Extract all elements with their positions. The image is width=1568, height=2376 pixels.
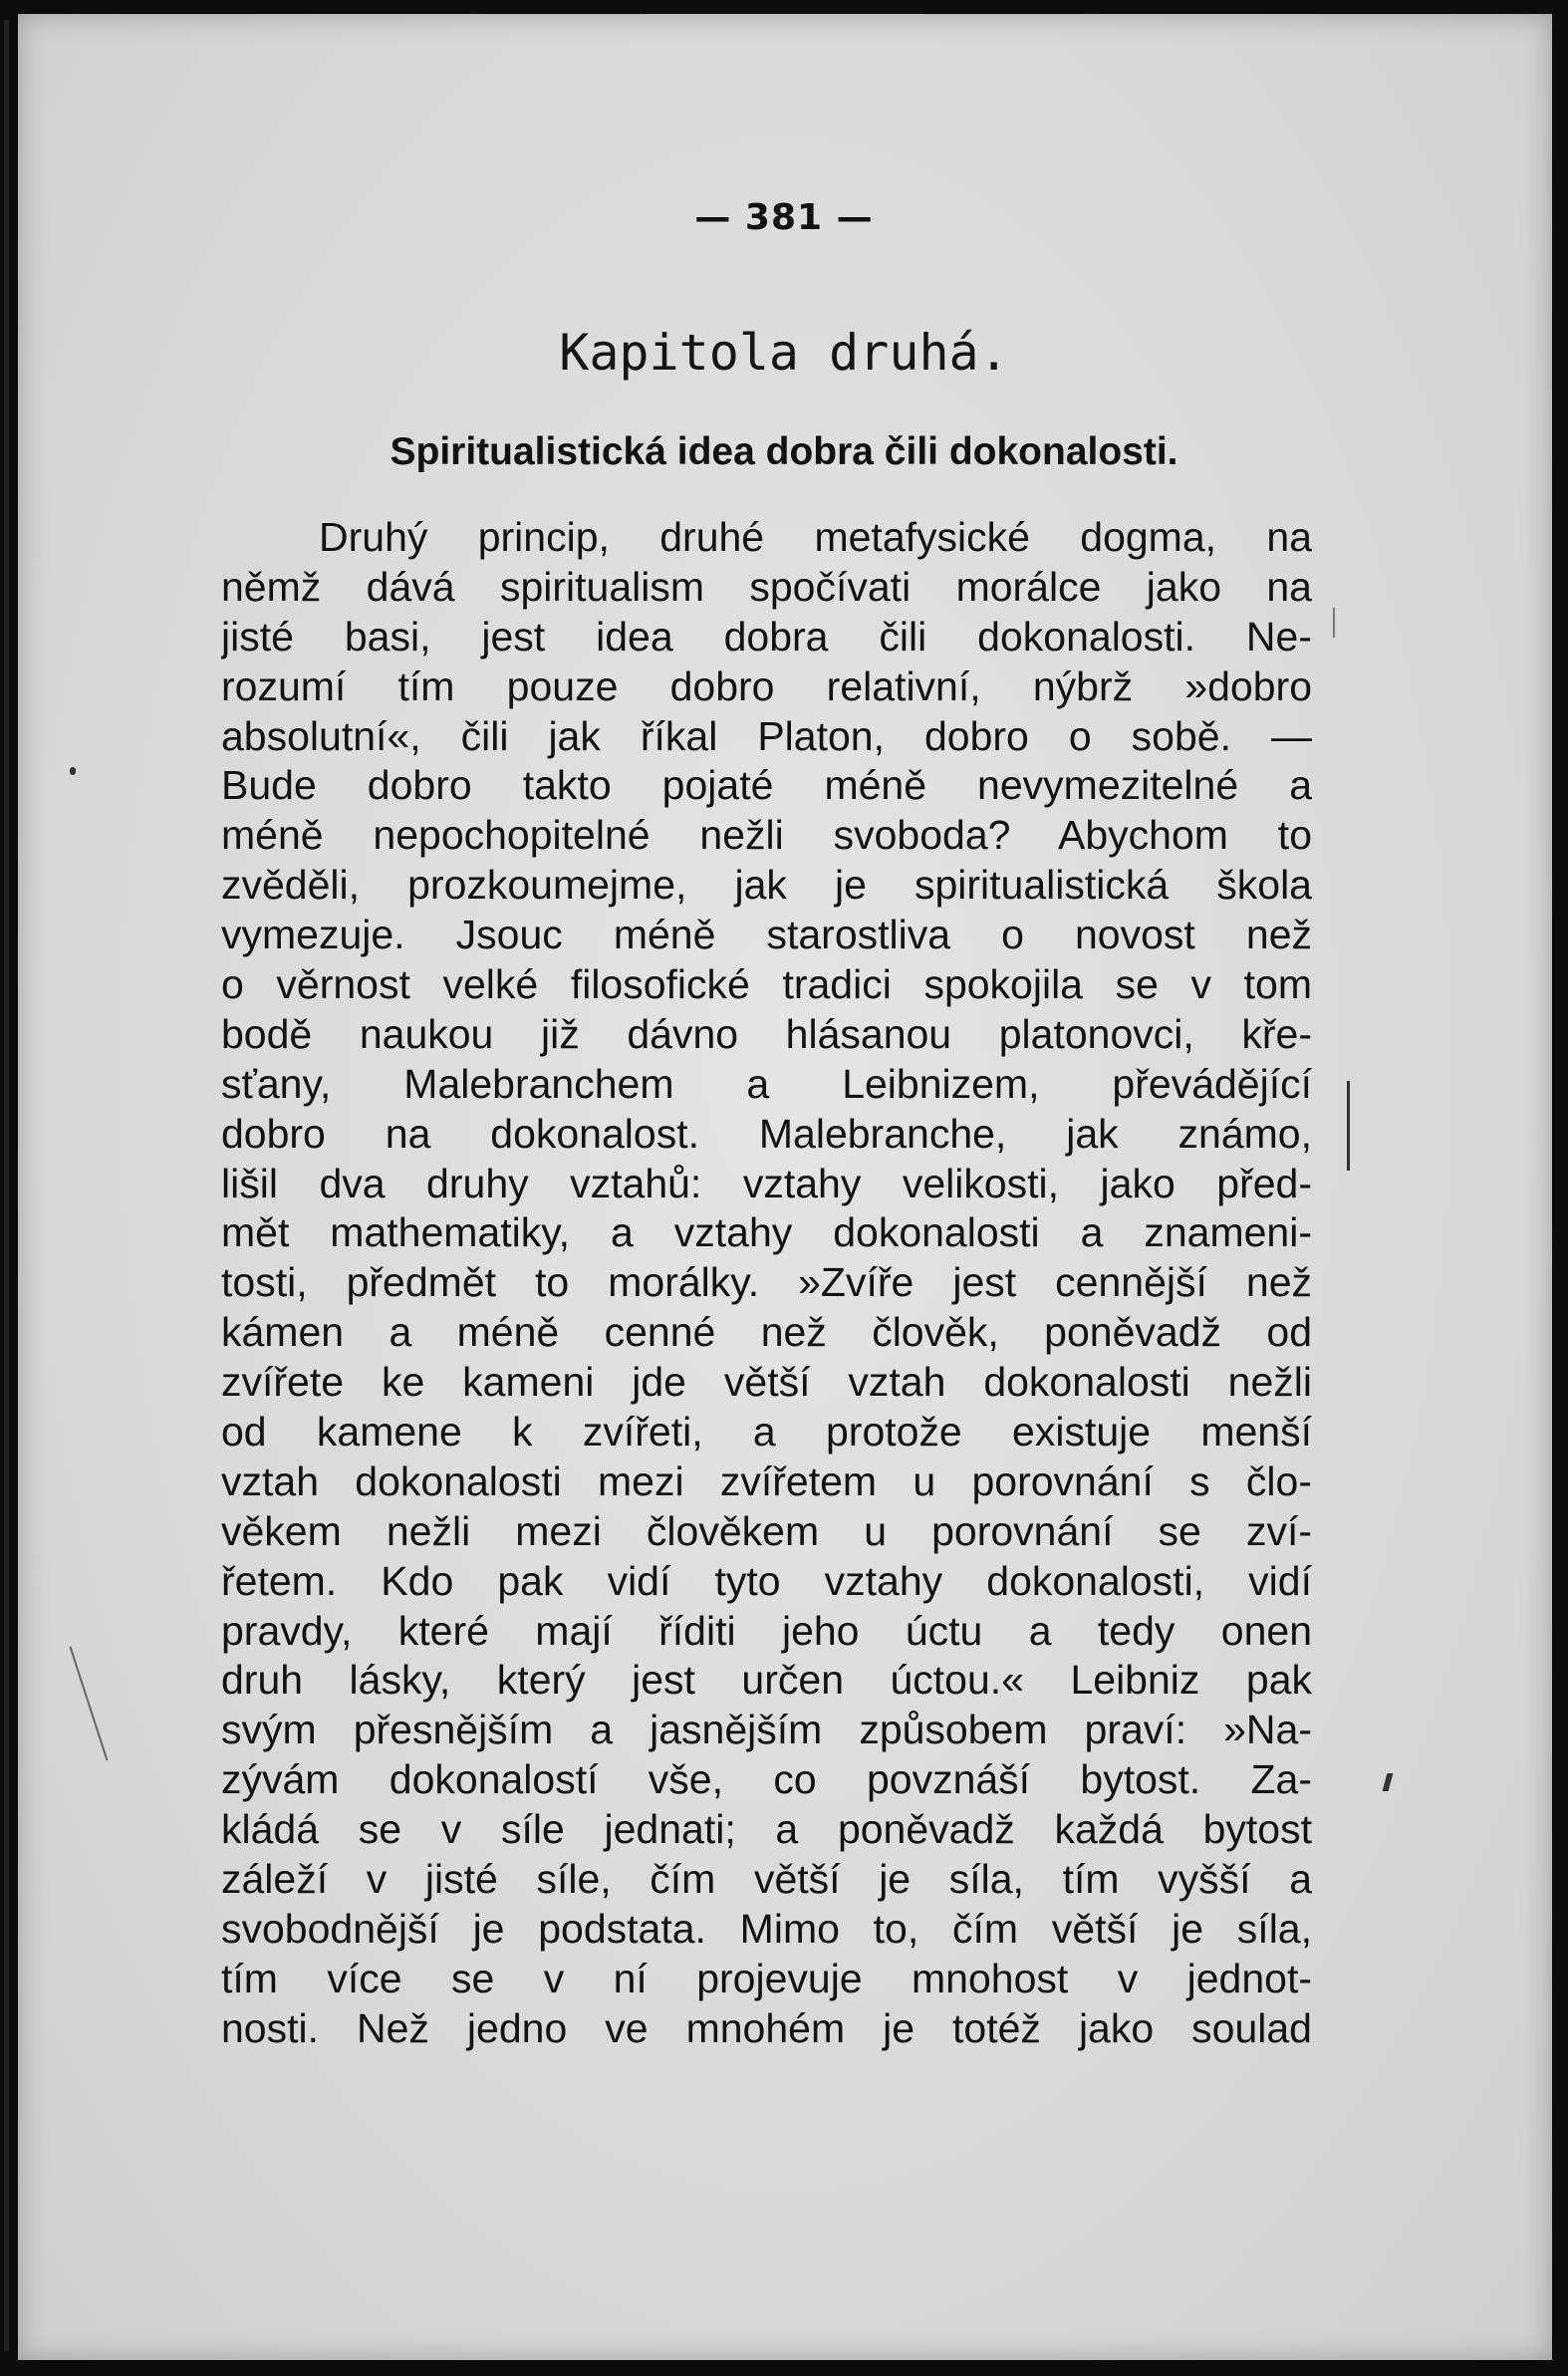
page-number: — 381 — — [694, 197, 874, 238]
text-line: zývám dokonalostí vše, co povznáší bytost. Za- — [221, 1756, 1312, 1803]
text-line: nosti. Než jedno ve mnohém je totéž jako soulad — [221, 2004, 1312, 2051]
text-line: zvířete ke kameni jde větší vztah dokonalosti nežli — [221, 1359, 1312, 1406]
text-line: sťany, Malebranchem a Leibnizem, převádějící — [221, 1060, 1312, 1107]
scan-artifact-left-dot — [70, 767, 76, 775]
text-line: méně nepochopitelné nežli svoboda? Abychom to — [221, 812, 1312, 859]
text-line: Bude dobro takto pojaté méně nevymezitelné a — [221, 762, 1312, 809]
text-line: záleží v jisté síle, čím větší je síla, tím vyšší a — [221, 1856, 1312, 1903]
text-line: zvěděli, prozkoumejme, jak je spiritualistická škola — [221, 862, 1312, 909]
scan-artifact-right-tick-1 — [1347, 1081, 1350, 1171]
text-line: tím více se v ní projevuje mnohost v jednot- — [221, 1955, 1312, 2001]
text-line: vztah dokonalosti mezi zvířetem u porovnání s člo- — [221, 1457, 1312, 1504]
text-line: věkem nežli mezi člověkem u porovnání se zví- — [221, 1507, 1312, 1554]
text-line: svobodnější je podstata. Mimo to, čím větší je síla, — [221, 1905, 1312, 1952]
text-line: lišil dva druhy vztahů: vztahy velikosti, jako před- — [221, 1160, 1312, 1206]
chapter-title: Kapitola druhá. — [559, 324, 1009, 382]
text-line: dobro na dokonalost. Malebranche, jak známo, — [221, 1110, 1312, 1157]
text-line: svým přesnějším a jasnějším způsobem praví: »Na- — [221, 1707, 1312, 1753]
text-line: pravdy, které mají říditi jeho úctu a tedy onen — [221, 1607, 1312, 1654]
text-line: řetem. Kdo pak vidí tyto vztahy dokonalosti, vidí — [221, 1557, 1312, 1604]
text-line: bodě naukou již dávno hlásanou platonovci, kře- — [221, 1010, 1312, 1057]
text-line: němž dává spiritualism spočívati morálce jako na — [221, 563, 1312, 610]
text-line: mět mathematiky, a vztahy dokonalosti a znameni- — [221, 1209, 1312, 1256]
text-line: Druhý princip, druhé metafysické dogma, na — [319, 514, 1312, 560]
text-line: absolutní«, čili jak říkal Platon, dobro o sobě. — — [221, 712, 1312, 759]
body-text — [221, 513, 1312, 2054]
text-line: vymezuje. Jsouc méně starostliva o novost než — [221, 912, 1312, 958]
text-line: tosti, předmět to morálky. »Zvíře jest cennější než — [221, 1259, 1312, 1306]
scan-artifact-right-tick-2 — [1333, 608, 1335, 638]
text-line: kládá se v síle jednati; a poněvadž každá bytost — [221, 1806, 1312, 1853]
section-title: Spiritualistická idea dobra čili dokonalosti. — [390, 430, 1178, 473]
text-line: kámen a méně cenné než člověk, poněvadž od — [221, 1309, 1312, 1356]
text-line: rozumí tím pouze dobro relativní, nýbrž »dobro — [221, 662, 1312, 709]
text-line: druh lásky, který jest určen úctou.« Leibniz pak — [221, 1657, 1312, 1704]
text-line: jisté basi, jest idea dobra čili dokonalosti. Ne- — [221, 613, 1312, 660]
text-line: od kamene k zvířeti, a protože existuje menší — [221, 1409, 1312, 1455]
text-line: o věrnost velké filosofické tradici spokojila se v tom — [221, 961, 1312, 1008]
